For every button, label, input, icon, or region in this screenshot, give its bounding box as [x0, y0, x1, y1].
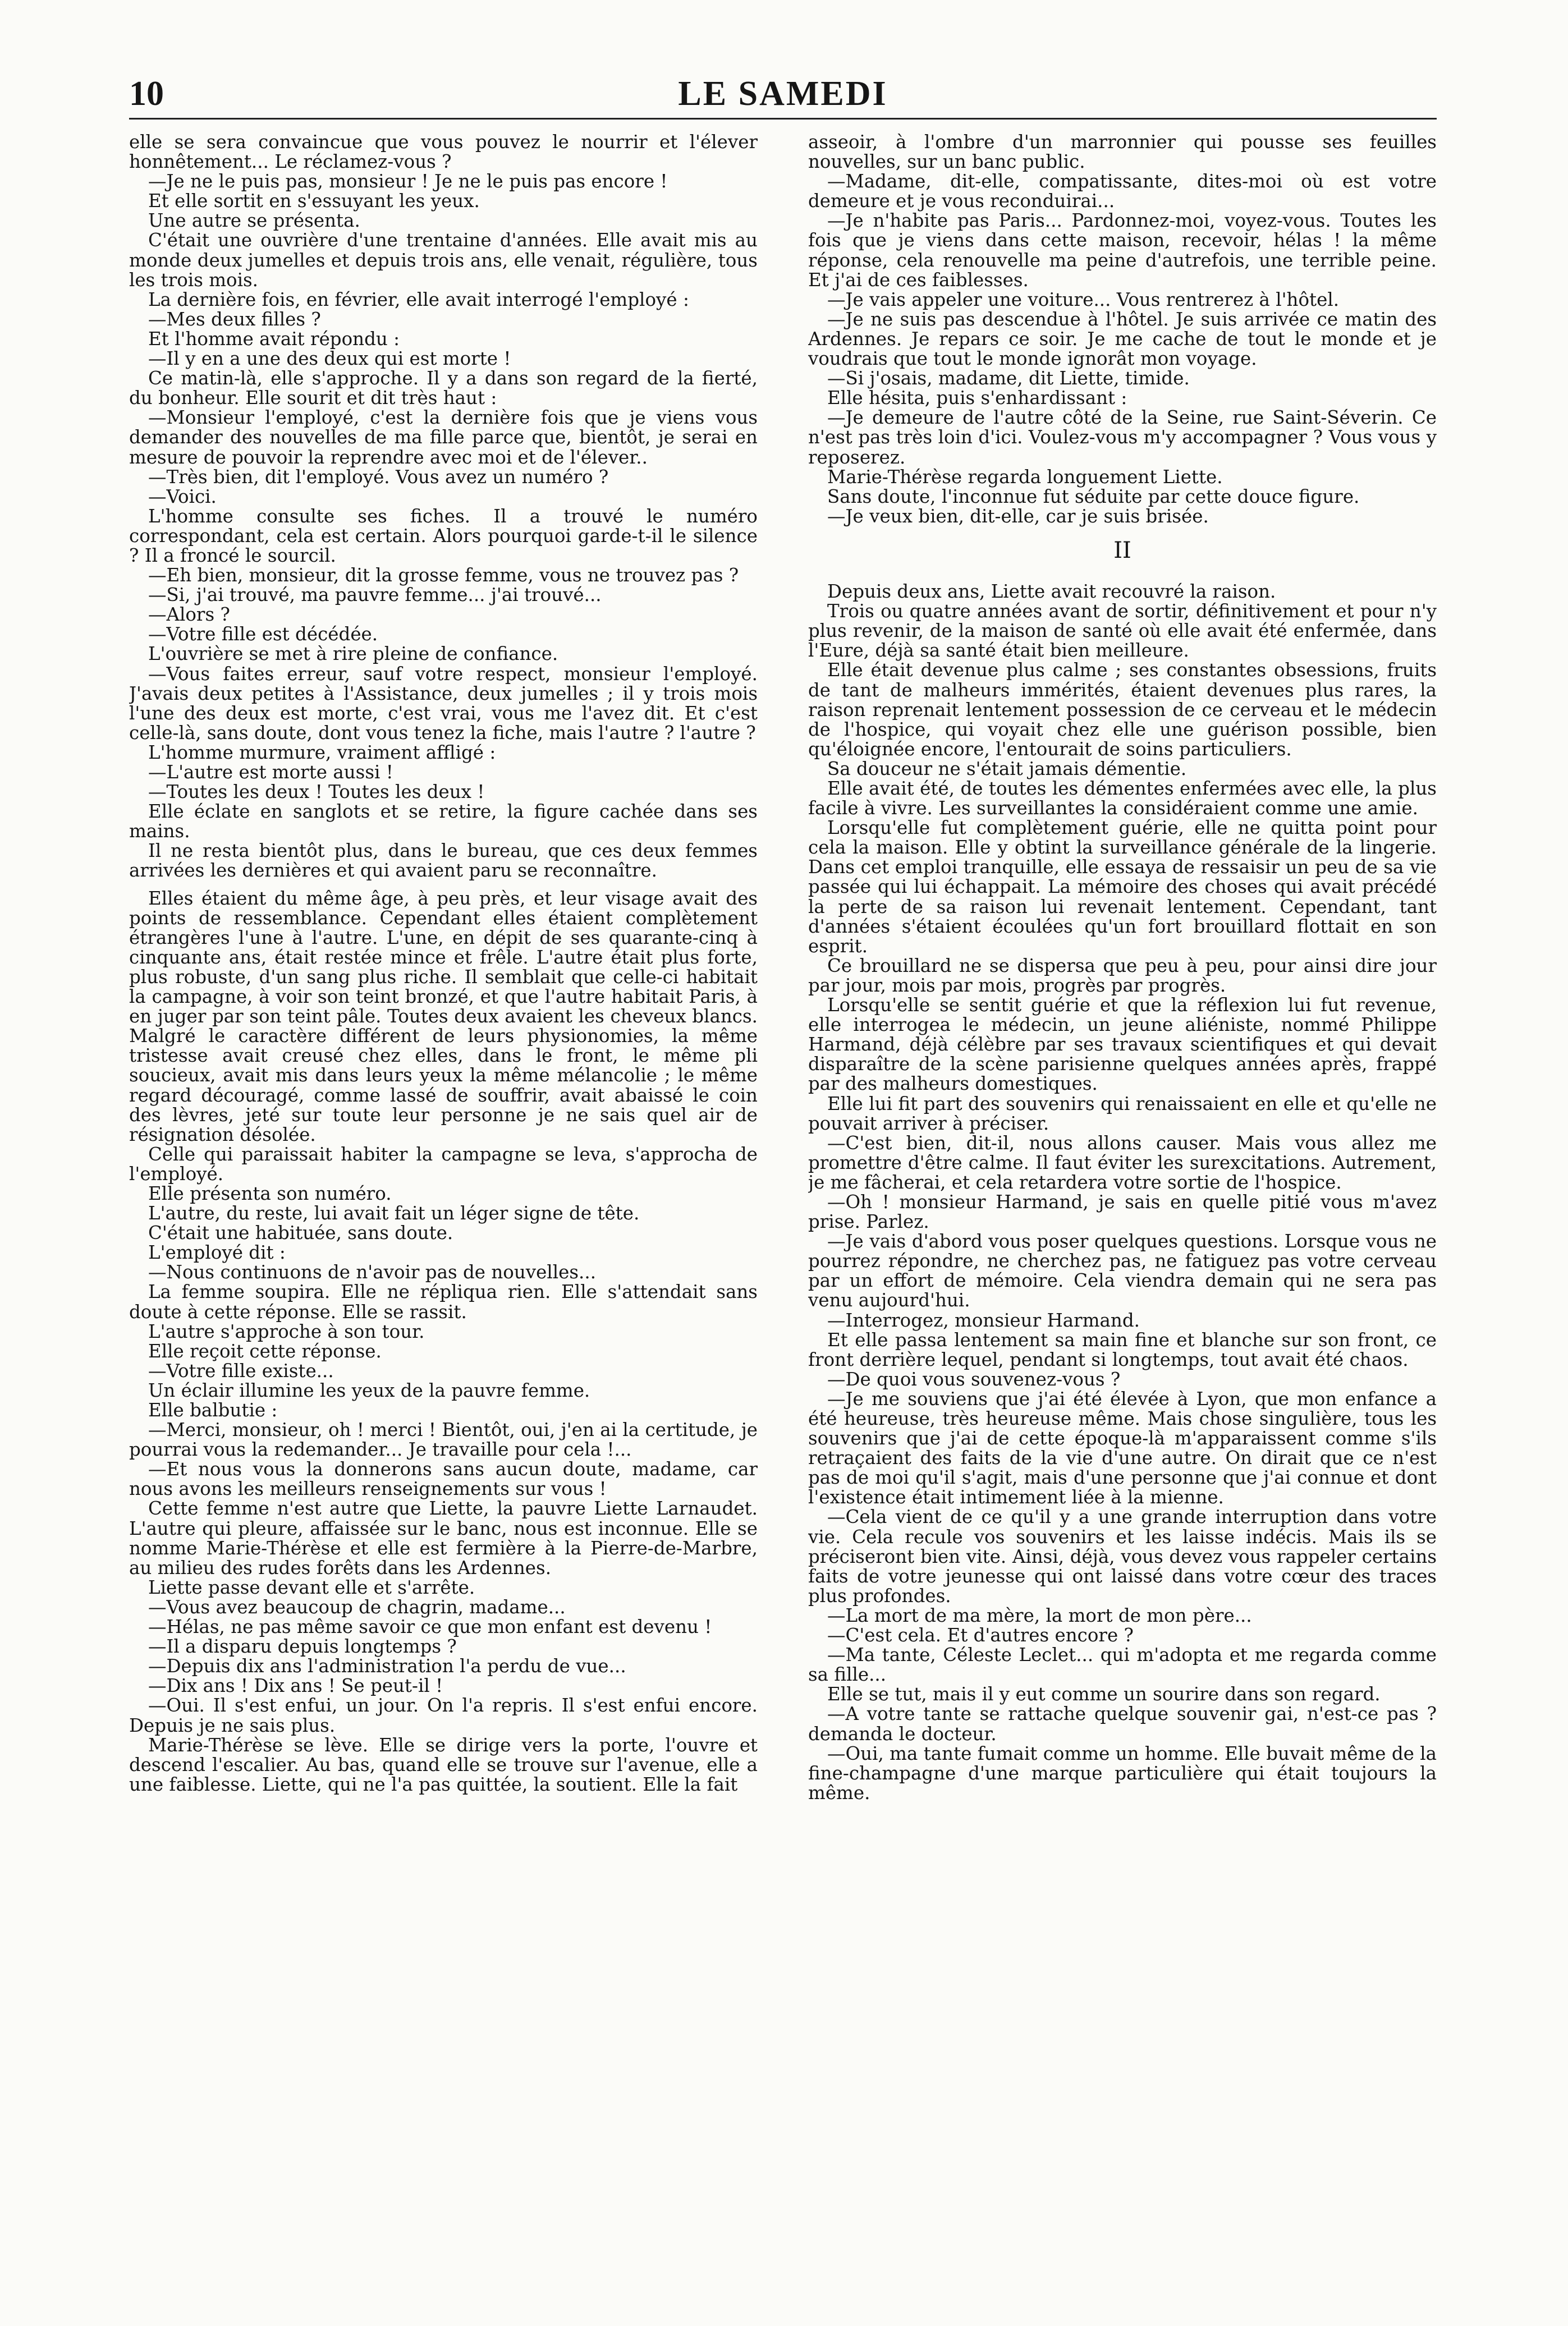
paragraph: Ce brouillard ne se dispersa que peu à peu, pour ainsi dire jour par jour, mois par mois, progrès par progrès. — [808, 955, 1437, 996]
paragraph: Marie-Thérèse regarda longuement Liette. — [827, 466, 1223, 488]
paragraph: Elle hésita, puis s'enhardissant : — [827, 387, 1127, 409]
paragraph: —Je vais appeler une voiture... Vous rentrerez à l'hôtel. — [827, 288, 1340, 310]
paragraph: Depuis deux ans, Liette avait recouvré la raison. — [827, 581, 1276, 603]
paragraph: —Oui. Il s'est enfui, un jour. On l'a repris. Il s'est enfui encore. Depuis je ne sais plus. — [129, 1695, 758, 1736]
paragraph: L'autre s'approche à son tour. — [148, 1320, 425, 1342]
paragraph: Il ne resta bientôt plus, dans le bureau, que ces deux femmes arrivées les dernières et qui avaient paru se reconnaître. — [129, 840, 758, 882]
paragraph: —Votre fille est décédée. — [148, 623, 378, 645]
paragraph: —A votre tante se rattache quelque souvenir gai, n'est-ce pas ? demanda le docteur. — [808, 1703, 1437, 1745]
paragraph: L'autre, du reste, lui avait fait un léger signe de tête. — [148, 1203, 640, 1224]
paragraph: —Vous avez beaucoup de chagrin, madame... — [148, 1596, 566, 1618]
paragraph: Cette femme n'est autre que Liette, la pauvre Liette Larnaudet. L'autre qui pleure, affaissée sur le banc, nous est inconnue. Elle se nomme Marie-Thérèse et elle est fermière à la Pierre-de-Marbre, au milieu des rudes forêts dans les Ardennes. — [129, 1498, 758, 1579]
paragraph: Et elle sortit en s'essuyant les yeux. — [148, 190, 480, 212]
paragraph: —Si, j'ai trouvé, ma pauvre femme... j'ai trouvé... — [148, 584, 602, 606]
paragraph: Lorsqu'elle fut complètement guérie, elle ne quitta point pour cela la maison. Elle y obtint la surveillance générale de la lingerie. Dans cet emploi tranquille, elle essaya de ressaisir un peu de sa vie passée qui lui échappait. La mémoire des choses qui avait précédé la perte de sa raison lui revenait lentement. Cependant, tant d'années s'étaient écoulées qu'un fort brouillard flottait en son esprit. — [808, 817, 1437, 957]
paragraph: —Je me souviens que j'ai été élevée à Lyon, que mon enfance a été heureuse, très heureuse même. Mais chose singulière, tous les souvenirs que j'ai de cette époque-là m'apparaissent comme s'ils retraçaient des faits de la vie d'une autre. On dirait que ce n'est pas de moi qu'il s'agit, mais d'une personne que j'ai connue et dont l'existence était intimement liée à la mienne. — [808, 1388, 1437, 1508]
right-column-bottom — [808, 582, 1437, 1803]
paragraph: —Je n'habite pas Paris... Pardonnez-moi, voyez-vous. Toutes les fois que je viens dans cette maison, recevoir, hélas ! la même réponse, cela renouvelle ma peine d'autrefois, une terrible peine. Et j'ai de ces faiblesses. — [808, 210, 1437, 291]
paragraph: C'était une habituée, sans doute. — [148, 1222, 453, 1244]
paragraph: L'ouvrière se met à rire pleine de confiance. — [148, 643, 558, 665]
paragraph: Lorsqu'elle se sentit guérie et que la réflexion lui fut revenue, elle interrogea le médecin, un jeune aliéniste, nommé Philippe Harmand, déjà célèbre par ses travaux scientifiques et qui devait disparaître de la scène parisienne quelques années après, frappé par des malheurs domestiques. — [808, 994, 1437, 1095]
right-column — [808, 132, 1437, 2310]
paragraph: —Hélas, ne pas même savoir ce que mon enfant est devenu ! — [148, 1616, 712, 1638]
paragraph: Elle balbutie : — [148, 1400, 278, 1421]
paragraph: —Très bien, dit l'employé. Vous avez un numéro ? — [148, 466, 609, 488]
paragraph: Liette passe devant elle et s'arrête. — [148, 1576, 475, 1598]
paragraph: —Je veux bien, dit-elle, car je suis brisée. — [827, 505, 1209, 527]
paragraph: Marie-Thérèse se lève. Elle se dirige vers la porte, l'ouvre et descend l'escalier. Au bas, quand elle se trouve sur l'avenue, elle a une faiblesse. Liette, qui ne l'a pas quittée, la soutient. Elle la fait — [129, 1734, 758, 1795]
header-rule — [129, 118, 1437, 120]
paragraph: —Ma tante, Céleste Leclet... qui m'adopta et me regarda comme sa fille... — [808, 1644, 1437, 1686]
paragraph: —La mort de ma mère, la mort de mon père... — [827, 1604, 1252, 1626]
paragraph: —Depuis dix ans l'administration l'a perdu de vue... — [148, 1655, 626, 1677]
paragraph: Elle reçoit cette réponse. — [148, 1340, 382, 1362]
paragraph: L'homme consulte ses fiches. Il a trouvé le numéro correspondant, cela est certain. Alors pourquoi garde-t-il le silence ? Il a froncé le sourcil. — [129, 505, 758, 566]
page-number: 10 — [129, 75, 164, 113]
paragraph: Elle était devenue plus calme ; ses constantes obsessions, fruits de tant de malheurs immérités, étaient devenues plus rares, la raison reprenait lentement possession de ce cerveau et le médecin de l'hospice, qui voyait chez elle une guérison possible, bien qu'éloignée encore, l'entourait de soins particuliers. — [808, 659, 1437, 760]
paragraph: Celle qui paraissait habiter la campagne se leva, s'approcha de l'employé. — [129, 1143, 758, 1185]
paragraph: —Je ne suis pas descendue à l'hôtel. Je suis arrivée ce matin des Ardennes. Je repars ce soir. Je me cache de tout le monde et je voudrais que tout le monde ignorât mon voyage. — [808, 308, 1437, 370]
paragraph: Trois ou quatre années avant de sortir, définitivement et pour n'y plus revenir, de la maison de santé où elle avait été enfermée, dans l'Eure, déjà sa santé était bien meilleure. — [808, 600, 1437, 662]
section-heading: II — [1113, 537, 1131, 563]
paragraph: Elle lui fit part des souvenirs qui renaissaient en elle et qu'elle ne pouvait arriver à préciser. — [808, 1093, 1437, 1134]
paragraph: —Mes deux filles ? — [148, 308, 321, 330]
paragraph: Et elle passa lentement sa main fine et blanche sur son front, ce front derrière lequel, pendant si longtemps, tout avait été chaos. — [808, 1329, 1437, 1370]
paragraph: Elles étaient du même âge, à peu près, et leur visage avait des points de ressemblance. Cependant elles étaient complètement étrangères l'une à l'autre. L'une, en dépit de ses quarante-cinq à cinquante ans, était restée mince et frêle. L'autre était plus forte, plus robuste, d'un sang plus riche. Il semblait que celle-ci habitait la campagne, à voir son teint bronzé, et que l'autre habitait Paris, à en juger par son teint pâle. Toutes deux avaient les cheveux blancs. Malgré le caractère différent de leurs physionomies, la même tristesse avait creusé chez elles, dans le front, le même pli soucieux, avait mis dans leurs yeux la même mélancolie ; le même regard découragé, comme lassé de souffrir, avait abaissé le coin des lèvres, jeté sur toute leur personne je ne sais quel air de résignation désolée. — [129, 887, 758, 1145]
paragraph: —Dix ans ! Dix ans ! Se peut-il ! — [148, 1675, 443, 1697]
paragraph: L'employé dit : — [148, 1242, 286, 1264]
paragraph: —Monsieur l'employé, c'est la dernière fois que je viens vous demander des nouvelles de ma fille parce que, bientôt, je serai en mesure de pouvoir la reprendre avec moi et de l'élever.. — [129, 407, 758, 468]
paragraph: —Voici. — [148, 485, 217, 507]
paragraph: —Eh bien, monsieur, dit la grosse femme, vous ne trouvez pas ? — [148, 565, 739, 586]
paragraph: —Madame, dit-elle, compatissante, dites-moi où est votre demeure et je vous reconduirai... — [808, 171, 1437, 212]
paragraph: —Cela vient de ce qu'il y a une grande interruption dans votre vie. Cela recule vos souvenirs et les laisse indécis. Mais ils se préciseront bien vite. Ainsi, déjà, vous devez vous rappeler certains faits de votre jeunesse qui ont laissé dans votre cœur des traces plus profondes. — [808, 1506, 1437, 1607]
page-header — [129, 74, 1437, 119]
paragraph: Elle éclate en sanglots et se retire, la figure cachée dans ses mains. — [129, 801, 758, 842]
paragraph: —Nous continuons de n'avoir pas de nouvelles... — [148, 1261, 597, 1283]
paragraph: —De quoi vous souvenez-vous ? — [827, 1368, 1121, 1390]
paragraph: —Je ne le puis pas, monsieur ! Je ne le puis pas encore ! — [148, 171, 668, 192]
paragraph: C'était une ouvrière d'une trentaine d'années. Elle avait mis au monde deux jumelles et depuis trois ans, elle venait, régulière, tous les trois mois. — [129, 230, 758, 291]
paragraph: —Alors ? — [148, 604, 230, 626]
paragraph: La femme soupira. Elle ne répliqua rien. Elle s'attendait sans doute à cette réponse. Elle se rassit. — [129, 1281, 758, 1323]
paragraph: —Il a disparu depuis longtemps ? — [148, 1636, 457, 1658]
paragraph: Elle présenta son numéro. — [148, 1182, 392, 1204]
paragraph: —Si j'osais, madame, dit Liette, timide. — [827, 368, 1190, 389]
paragraph: —Oui, ma tante fumait comme un homme. Elle buvait même de la fine-champagne d'une marque particulière qui était toujours la même. — [808, 1742, 1437, 1804]
paragraph: Ce matin-là, elle s'approche. Il y a dans son regard de la fierté, du bonheur. Elle sourit et dit très haut : — [129, 368, 758, 409]
paragraph: asseoir, à l'ombre d'un marronnier qui pousse ses feuilles nouvelles, sur un banc public. — [808, 132, 1437, 173]
paragraph: —Toutes les deux ! Toutes les deux ! — [148, 781, 485, 803]
paragraph: —Votre fille existe... — [148, 1360, 334, 1382]
paragraph: Et l'homme avait répondu : — [148, 328, 400, 350]
paragraph: elle se sera convaincue que vous pouvez le nourrir et l'élever honnêtement... Le réclamez-vous ? — [129, 132, 758, 173]
paragraph: Sans doute, l'inconnue fut séduite par cette douce figure. — [827, 485, 1360, 507]
paragraph: —C'est cela. Et d'autres encore ? — [827, 1625, 1134, 1646]
paragraph: —Je vais d'abord vous poser quelques questions. Lorsque vous ne pourrez répondre, ne cherchez pas, ne fatiguez pas votre cerveau par un effort de mémoire. Cela viendra demain qui ne sera pas venu aujourd'hui. — [808, 1231, 1437, 1311]
paragraph: Une autre se présenta. — [148, 210, 360, 232]
paragraph: —Interrogez, monsieur Harmand. — [827, 1309, 1140, 1331]
paragraph: —Oh ! monsieur Harmand, je sais en quelle pitié vous m'avez prise. Parlez. — [808, 1191, 1437, 1233]
paragraph: Un éclair illumine les yeux de la pauvre femme. — [148, 1379, 590, 1401]
paragraph: Sa douceur ne s'était jamais démentie. — [827, 758, 1187, 779]
right-column-top — [808, 132, 1437, 526]
paragraph: —Vous faites erreur, sauf votre respect, monsieur l'employé. J'avais deux petites à l'Assistance, deux jumelles ; il y trois mois l'une des deux est morte, c'est vrai, vous me l'avez dit. Et c'est celle-là, sans doute, dont vous tenez la fiche, mais l'autre ? l'autre ? — [129, 663, 758, 744]
paragraph: La dernière fois, en février, elle avait interrogé l'employé : — [148, 288, 689, 310]
paragraph: —L'autre est morte aussi ! — [148, 761, 393, 783]
paragraph: Elle avait été, de toutes les démentes enfermées avec elle, la plus facile à vivre. Les surveillantes la considéraient comme une amie. — [808, 778, 1437, 819]
paragraph: Elle se tut, mais il y eut comme un sourire dans son regard. — [827, 1683, 1381, 1705]
left-column — [129, 132, 758, 2310]
paragraph: —Merci, monsieur, oh ! merci ! Bientôt, oui, j'en ai la certitude, je pourrai vous la redemander... Je travaille pour cela !... — [129, 1419, 758, 1461]
newspaper-title: LE SAMEDI — [678, 75, 888, 113]
paragraph: L'homme murmure, vraiment affligé : — [148, 741, 496, 763]
paragraph: —Et nous vous la donnerons sans aucun doute, madame, car nous avons les meilleurs renseignements sur vous ! — [129, 1458, 758, 1500]
paragraph: —Je demeure de l'autre côté de la Seine, rue Saint-Séverin. Ce n'est pas très loin d'ici. Voulez-vous m'y accompagner ? Vous vous y reposerez. — [808, 407, 1437, 468]
paragraph: —Il y en a une des deux qui est morte ! — [148, 348, 511, 370]
paragraph: —C'est bien, dit-il, nous allons causer. Mais vous allez me promettre d'être calme. Il faut éviter les surexcitations. Autrement, je me fâcherai, et cela retardera votre sortie de l'hospice. — [808, 1132, 1437, 1193]
